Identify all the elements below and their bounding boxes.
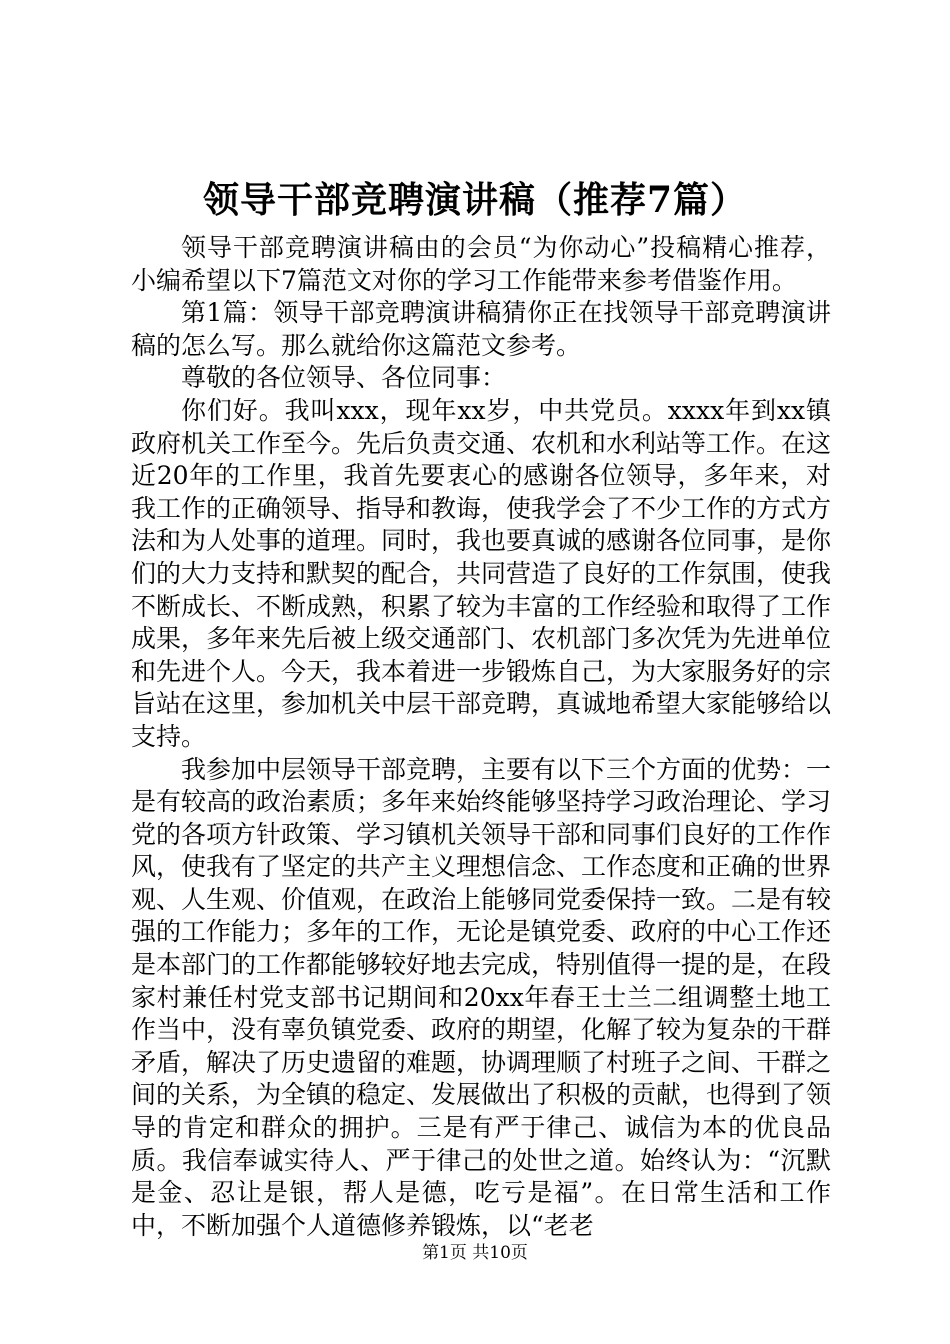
page-number: 第1页 (422, 1243, 467, 1263)
advantages-paragraph: 我参加中层领导干部竞聘，主要有以下三个方面的优势：一是有较高的政治素质；多年来始终能够坚持学习政治理论、学习党的各项方针政策、学习镇机关领导干部和同事们良好的工作作风，使我有了坚定的共产主义理想信念、工作态度和正确的世界观、人生观、价值观，在政治上能够同党委保持一致。二是有较强的工作能力；多年的工作，无论是镇党委、政府的中心工作还是本部门的工作都能够较好地去完成，特别值得一提的是，在段家村兼任村党支部书记期间和20xx年春王士兰二组调整土地工作当中，没有辜负镇党委、政府的期望，化解了较为复杂的干群矛盾，解决了历史遗留的难题，协调理顺了村班子之间、干群之间的关系，为全镇的稳定、发展做出了积极的贡献，也得到了领导的肯定和群众的拥护。三是有严于律己、诚信为本的优良品质。我信奉诚实待人、严于律己的处世之道。始终认为：“沉默是金、忍让是银，帮人是德，吃亏是福”。在日常生活和工作中，不断加强个人道德修养锻炼，以“老老 (131, 754, 832, 1240)
page-footer (0, 1242, 950, 1264)
document-body (131, 232, 831, 1242)
self-introduction-paragraph: 你们好。我叫xxx，现年xx岁，中共党员。xxxx年到xx镇政府机关工作至今。先后负责交通、农机和水利站等工作。在这近20年的工作里，我首先要衷心的感谢各位领导，多年来，对我工作的正确领导、指导和教诲，使我学会了不少工作的方式方法和为人处事的道理。同时，我也要真诚的感谢各位同事，是你们的大力支持和默契的配合，共同营造了良好的工作氛围，使我不断成长、不断成熟，积累了较为丰富的工作经验和取得了工作成果，多年来先后被上级交通部门、农机部门多次凭为先进单位和先进个人。今天，我本着进一步锻炼自己，为大家服务好的宗旨站在这里，参加机关中层干部竞聘，真诚地希望大家能够给以支持。 (131, 395, 832, 751)
intro-paragraph: 领导干部竞聘演讲稿由的会员“为你动心”投稿精心推荐，小编希望以下7篇范文对你的学习工作能带来参考借鉴作用。 (131, 233, 831, 295)
salutation-paragraph: 尊敬的各位领导、各位同事： (181, 363, 507, 393)
page-total: 共10页 (472, 1243, 528, 1263)
article-heading-paragraph: 第1篇：领导干部竞聘演讲稿猜你正在找领导干部竞聘演讲稿的怎么写。那么就给你这篇范文参考。 (131, 298, 831, 360)
document-title: 领导干部竞聘演讲稿（推荐7篇） (202, 179, 748, 221)
